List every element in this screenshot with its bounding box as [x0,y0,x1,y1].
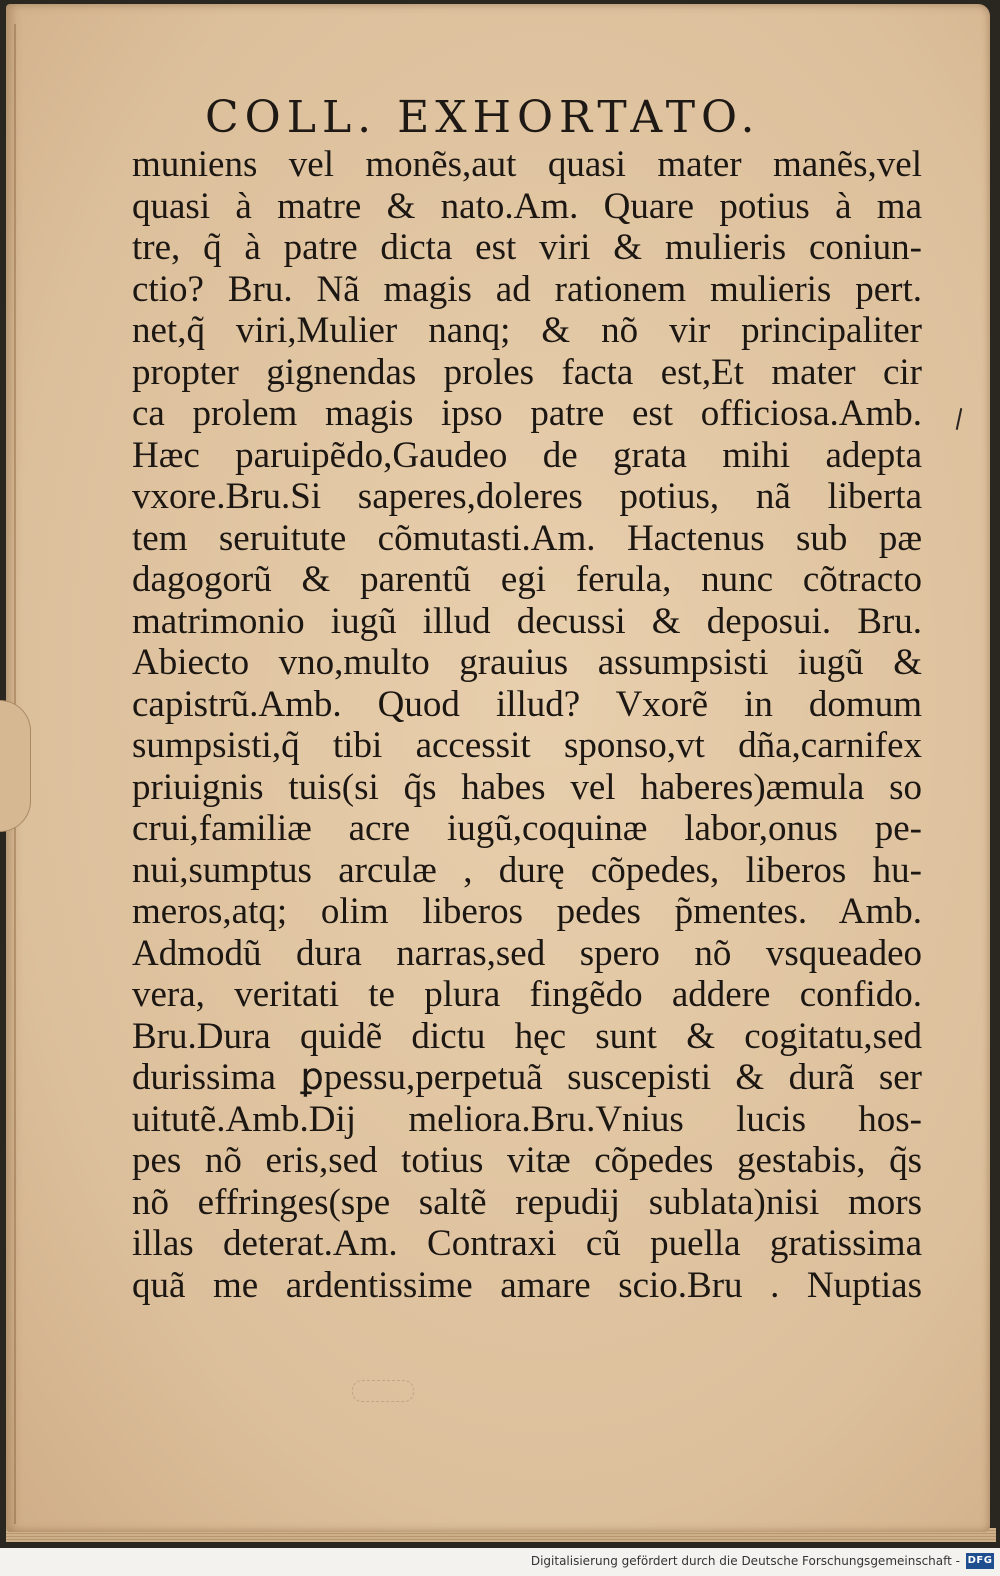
text-line: net,q̃ viri,Mulier nanq; & nõ vir principaliter [132,310,922,351]
text-line: dagogorũ & parentũ egi ferula, nunc cõtracto [132,559,922,600]
faded-stamp [352,1380,414,1402]
text-line: propter gignendas proles facta est,Et mater cir [132,351,922,393]
text-line: nui,sumptus arculæ , durę cõpedes, liberos hu- [132,849,922,891]
text-line: Hæc paruipẽdo,Gaudeo de grata mihi adepta [132,434,922,476]
text-line: meros,atq; olim liberos pedes p̃mentes. Amb. [132,891,922,932]
text-line: nõ effringes(spe saltẽ repudij sublata)nisi mors [132,1181,922,1223]
body-text [132,144,922,1306]
text-line: Bru.Dura quidẽ dictu hęc sunt & cogitatu,sed [132,1015,922,1057]
text-line: vxore.Bru.Si saperes,doleres potius, nã liberta [132,476,922,517]
fold-tab [0,700,31,832]
text-line: priuignis tuis(si q̃s habes vel haberes)æmula so [132,766,922,808]
text-line: capistrũ.Amb. Quod illud? Vxorẽ in domum [132,683,922,725]
text-line: pes nõ eris,sed totius vitæ cõpedes gestabis, q̃s [132,1140,922,1181]
text-line: uitutẽ.Amb.Dij meliora.Bru.Vnius lucis hos- [132,1098,922,1140]
text-line: durissima ꝑpessu,perpetuã suscepisti & durã ser [132,1057,922,1098]
text-line: crui,familiæ acre iugũ,coquinæ labor,onus pe- [132,808,922,849]
text-line: tem seruitute cõmutasti.Am. Hactenus sub pæ [132,517,922,559]
text-line: muniens vel monẽs,aut quasi mater manẽs,vel [132,144,922,185]
running-title: COLL. EXHORTATO. [205,92,761,143]
text-line: sumpsisti,q̃ tibi accessit sponso,vt dña,carnifex [132,725,922,766]
dfg-logo-icon: DFG [966,1553,994,1569]
footer-bar [0,1548,1000,1576]
text-line: ca prolem magis ipso patre est officiosa.Amb. [132,393,922,434]
text-line: Admodũ dura narras,sed spero nõ vsqueadeo [132,932,922,974]
text-line: vera, veritati te plura fingẽdo addere confido. [132,974,922,1015]
text-line: quasi à matre & nato.Am. Quare potius à ma [132,185,922,227]
text-line: ctio? Bru. Nã magis ad rationem mulieris pert. [132,268,922,310]
funding-credit: Digitalisierung gefördert durch die Deutsche Forschungsgemeinschaft - [530,1554,960,1568]
text-line: illas deterat.Am. Contraxi cũ puella gratissima [132,1223,922,1264]
text-line: tre, q̃ à patre dicta est viri & mulieris coniun- [132,227,922,268]
text-line: Abiecto vno,multo grauius assumpsisti iugũ & [132,642,922,683]
text-line: matrimonio iugũ illud decussi & deposui. Bru. [132,600,922,642]
text-line: quã me ardentissime amare scio.Bru . Nuptias [132,1264,922,1306]
